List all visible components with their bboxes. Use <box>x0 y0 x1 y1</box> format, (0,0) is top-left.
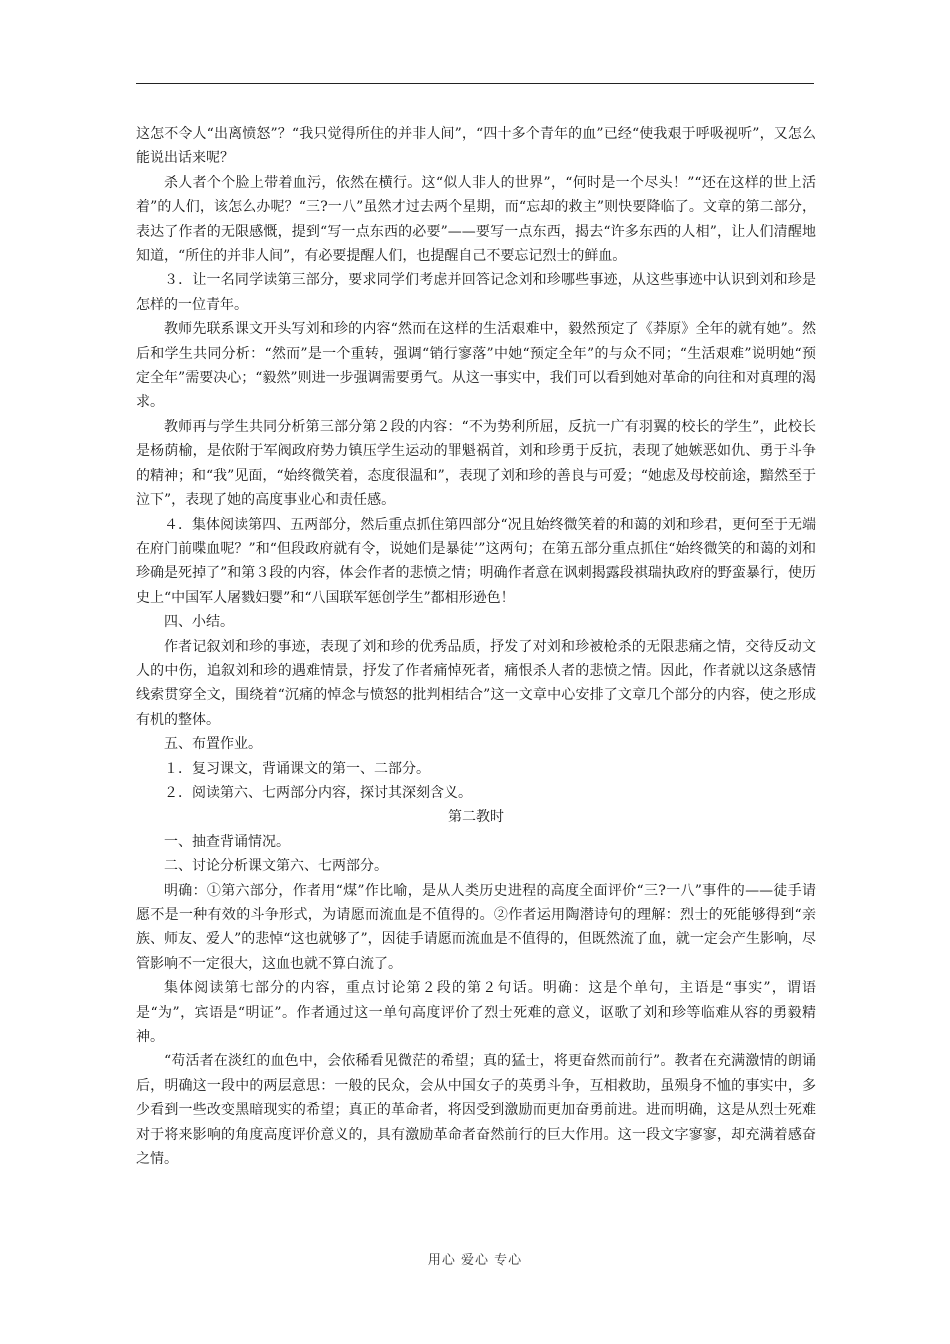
paragraph: 明确：①第六部分，作者用“煤”作比喻，是从人类历史进程的高度全面评价“三?一八”事件的——徒手请愿不是一种有效的斗争形式，为请愿而流血是不值得的。②作者运用陶潜诗句的理解：烈士的死能够得到“亲族、师友、爱人”的悲悼“这也就够了”，因徒手请愿而流血是不值得的，但既然流了血，就一定会产生影响，尽管影响不一定很大，这血也就不算白流了。 <box>136 882 816 972</box>
lesson-title: 第二教时 <box>448 809 504 826</box>
list-item: ２．阅读第六、七两部分内容，探讨其深刻含义。 <box>164 784 472 801</box>
paragraph: 教师先联系课文开头写刘和珍的内容“然而在这样的生活艰难中，毅然预定了《莽原》全年的就有她”。然后和学生共同分析：“然而”是一个重转，强调“销行寥落”中她“预定全年”的与众不同；“生活艰难”说明她“预定全年”需要决心；“毅然”则进一步强调需要勇气。从这一事实中，我们可以看到她对革命的向往和对真理的渴求。 <box>136 321 816 411</box>
paragraph: ４．集体阅读第四、五两部分，然后重点抓住第四部分“况且始终微笑着的和蔼的刘和珍君，更何至于无端在府门前喋血呢？”和“但段政府就有令，说她们是暴徒’”这两句；在第五部分重点抓住“始终微笑的和蔼的刘和珍确是死掉了”和第３段的内容，体会作者的悲愤之情；明确作者意在讽刺揭露段祺瑞执政府的野蛮暴行，使历史上“中国军人屠戮妇婴”和“八国联军惩创学生”都相形逊色！ <box>136 516 816 606</box>
section-heading: 四、小结。 <box>164 614 234 631</box>
paragraph: 集体阅读第七部分的内容，重点讨论第２段的第２句话。明确：这是个单句，主语是“事实”，谓语是“为”，宾语是“明证”。作者通过这一单句高度评价了烈士死难的意义，讴歌了刘和珍等临难从容的勇毅精神。 <box>136 980 816 1046</box>
paragraph: “苟活者在淡红的血色中，会依稀看见微茫的希望；真的猛士，将更奋然而前行”。教者在充满激情的朗诵后，明确这一段中的两层意思：一般的民众，会从中国女子的英勇斗争，互相救助，虽殒身不恤的事实中，多少看到一些改变黑暗现实的希望；真正的革命者，将因受到激励而更加奋勇前进。进而明确，这是从烈士死难对于将来影响的角度高度评价意义的，具有激励革命者奋然前行的巨大作用。这一段文字寥寥，却充满着感奋之情。 <box>136 1053 816 1168</box>
paragraph: 教师再与学生共同分析第三部分第２段的内容：“不为势利所屈，反抗一广有羽翼的校长的学生”，此校长是杨荫榆，是依附于军阀政府势力镇压学生运动的罪魁祸首，刘和珍勇于反抗，表现了她嫉恶如仇、勇于斗争的精神；和“我”见面，“始终微笑着，态度很温和”，表现了刘和珍的善良与可爱；“她虑及母校前途，黯然至于泣下”，表现了她的高度事业心和责任感。 <box>136 418 816 509</box>
paragraph: 作者记叙刘和珍的事迹，表现了刘和珍的优秀品质，抒发了对刘和珍被枪杀的无限悲痛之情，交待反动文人的中伤，追叙刘和珍的遇难情景，抒发了作者痛悼死者，痛恨杀人者的悲愤之情。因此，作者就以这条感情线索贯穿全文，围绕着“沉痛的悼念与愤怒的批判相结合”这一文章中心安排了文章几个部分的内容，使之形成有机的整体。 <box>136 638 816 728</box>
paragraph: 杀人者个个脸上带着血污，依然在横行。这“似人非人的世界”，“何时是一个尽头！”“还在这样的世上活着”的人们，该怎么办呢？“三?一八”虽然才过去两个星期，而“忘却的救主”则快要降临了。文章的第二部分，表达了作者的无限感慨，提到“写一点东西的必要”——要写一点东西，揭去“许多东西的人相”，让人们清醒地知道，“所住的并非人间”，有必要提醒人们，也提醒自己不要忘记烈士的鲜血。 <box>136 174 816 265</box>
section-heading: 五、布置作业。 <box>164 736 262 753</box>
paragraph: ３．让一名同学读第三部分，要求同学们考虑并回答记念刘和珍哪些事迹，从这些事迹中认识到刘和珍是怎样的一位青年。 <box>136 272 816 313</box>
section-heading: 二、讨论分析课文第六、七两部分。 <box>164 858 388 875</box>
page-footer: 用心 爱心 专心 <box>427 1253 523 1268</box>
document-body <box>136 122 816 1171</box>
list-item: １．复习课文，背诵课文的第一、二部分。 <box>164 760 430 777</box>
paragraph: 这怎不令人“出离愤怒”？“我只觉得所住的并非人间”，“四十多个青年的血”已经“使我艰于呼吸视听”，又怎么能说出话来呢？ <box>136 126 816 167</box>
section-heading: 一、抽查背诵情况。 <box>164 833 290 850</box>
header-rule <box>136 83 814 84</box>
